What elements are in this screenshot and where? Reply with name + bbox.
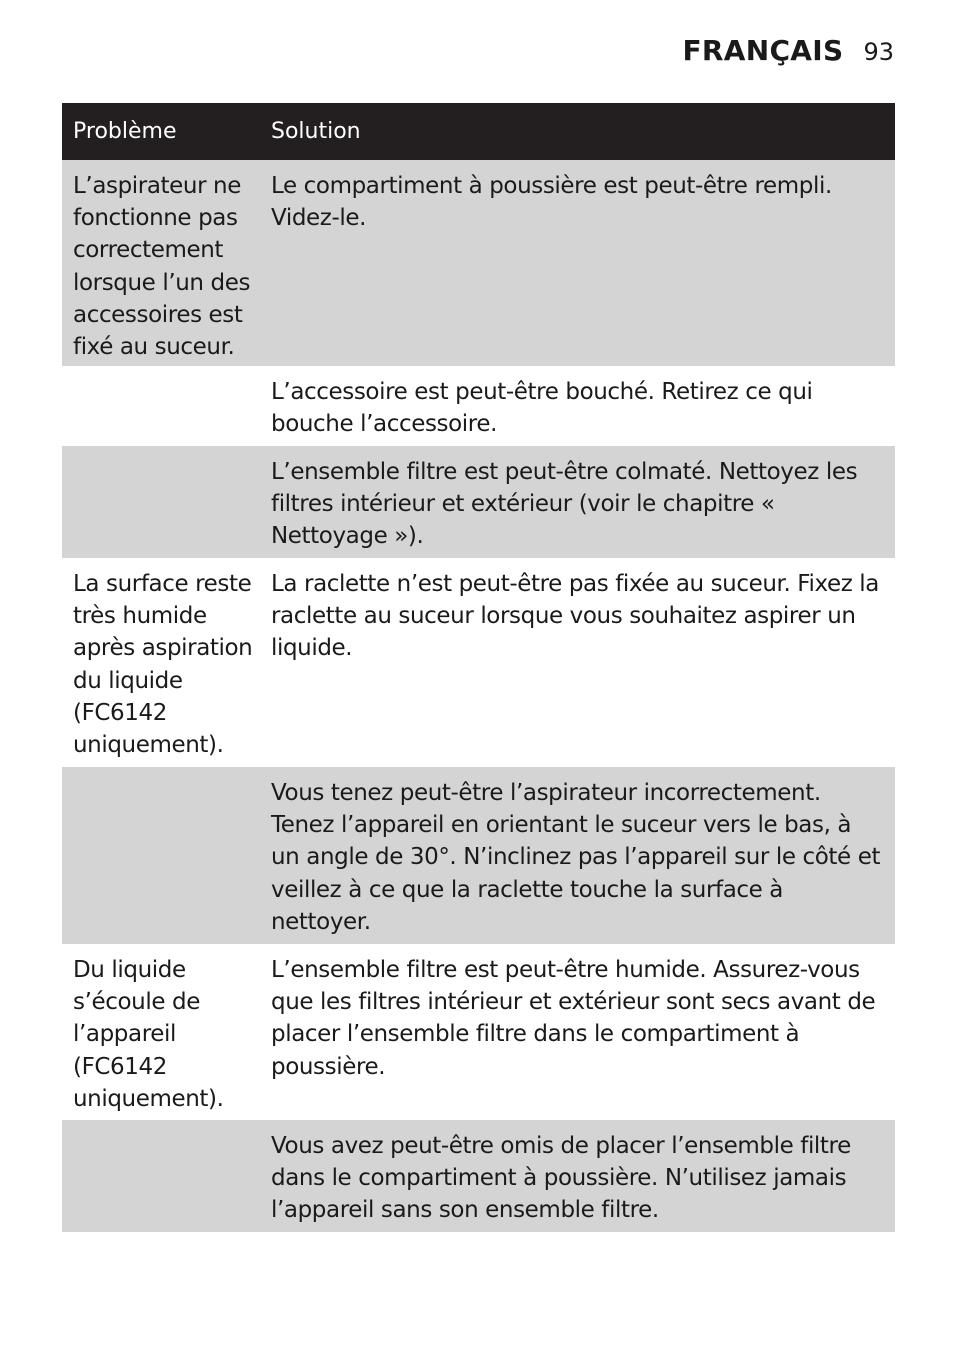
problem-cell [62,777,271,938]
table-row [62,160,895,366]
language-label: FRANÇAIS [682,34,844,67]
page-header [682,34,894,67]
problem-cell: L’aspirateur ne fonctionne pas correctement lorsque l’un des accessoires est fixé au suceur. [73,173,251,361]
problem-cell [62,1130,271,1226]
problem-cell [62,456,271,552]
table-row [62,944,895,1120]
solution-cell: La raclette n’est peut-être pas fixée au suceur. Fixez la raclette au suceur lorsque vous souhaitez aspirer un liquide. [271,571,879,662]
table-row [62,558,895,767]
table-row [62,366,895,446]
solution-cell: Le compartiment à poussière est peut-être rempli. Videz-le. [271,173,832,232]
column-header-solution: Solution [271,118,361,144]
solution-cell: L’accessoire est peut-être bouché. Retirez ce qui bouche l’accessoire. [271,379,813,438]
page-number: 93 [863,38,894,66]
column-header-problem: Problème [73,118,177,144]
problem-cell: Du liquide s’écoule de l’appareil (FC6142 uniquement). [73,957,224,1112]
solution-cell: Vous tenez peut-être l’aspirateur incorrectement. Tenez l’appareil en orientant le suceur vers le bas, à un angle de 30°. N’inclinez pas l’appareil sur le côté et veillez à ce que la raclette touche la surface à nettoyer. [271,780,881,935]
solution-cell: L’ensemble filtre est peut-être colmaté. Nettoyez les filtres intérieur et extérieur (voir le chapitre « Nettoyage »). [271,459,858,550]
table-header [62,103,895,160]
troubleshooting-table [62,103,895,1232]
solution-cell: L’ensemble filtre est peut-être humide. Assurez-vous que les filtres intérieur et extérieur sont secs avant de placer l’ensemble filtre dans le compartiment à poussière. [271,957,876,1080]
table-row [62,1120,895,1232]
solution-cell: Vous avez peut-être omis de placer l’ensemble filtre dans le compartiment à poussière. N’utilisez jamais l’appareil sans son ensemble filtre. [271,1133,851,1224]
table-row [62,446,895,558]
table-row [62,767,895,944]
problem-cell [62,376,271,440]
problem-cell: La surface reste très humide après aspiration du liquide (FC6142 uniquement). [73,571,253,759]
